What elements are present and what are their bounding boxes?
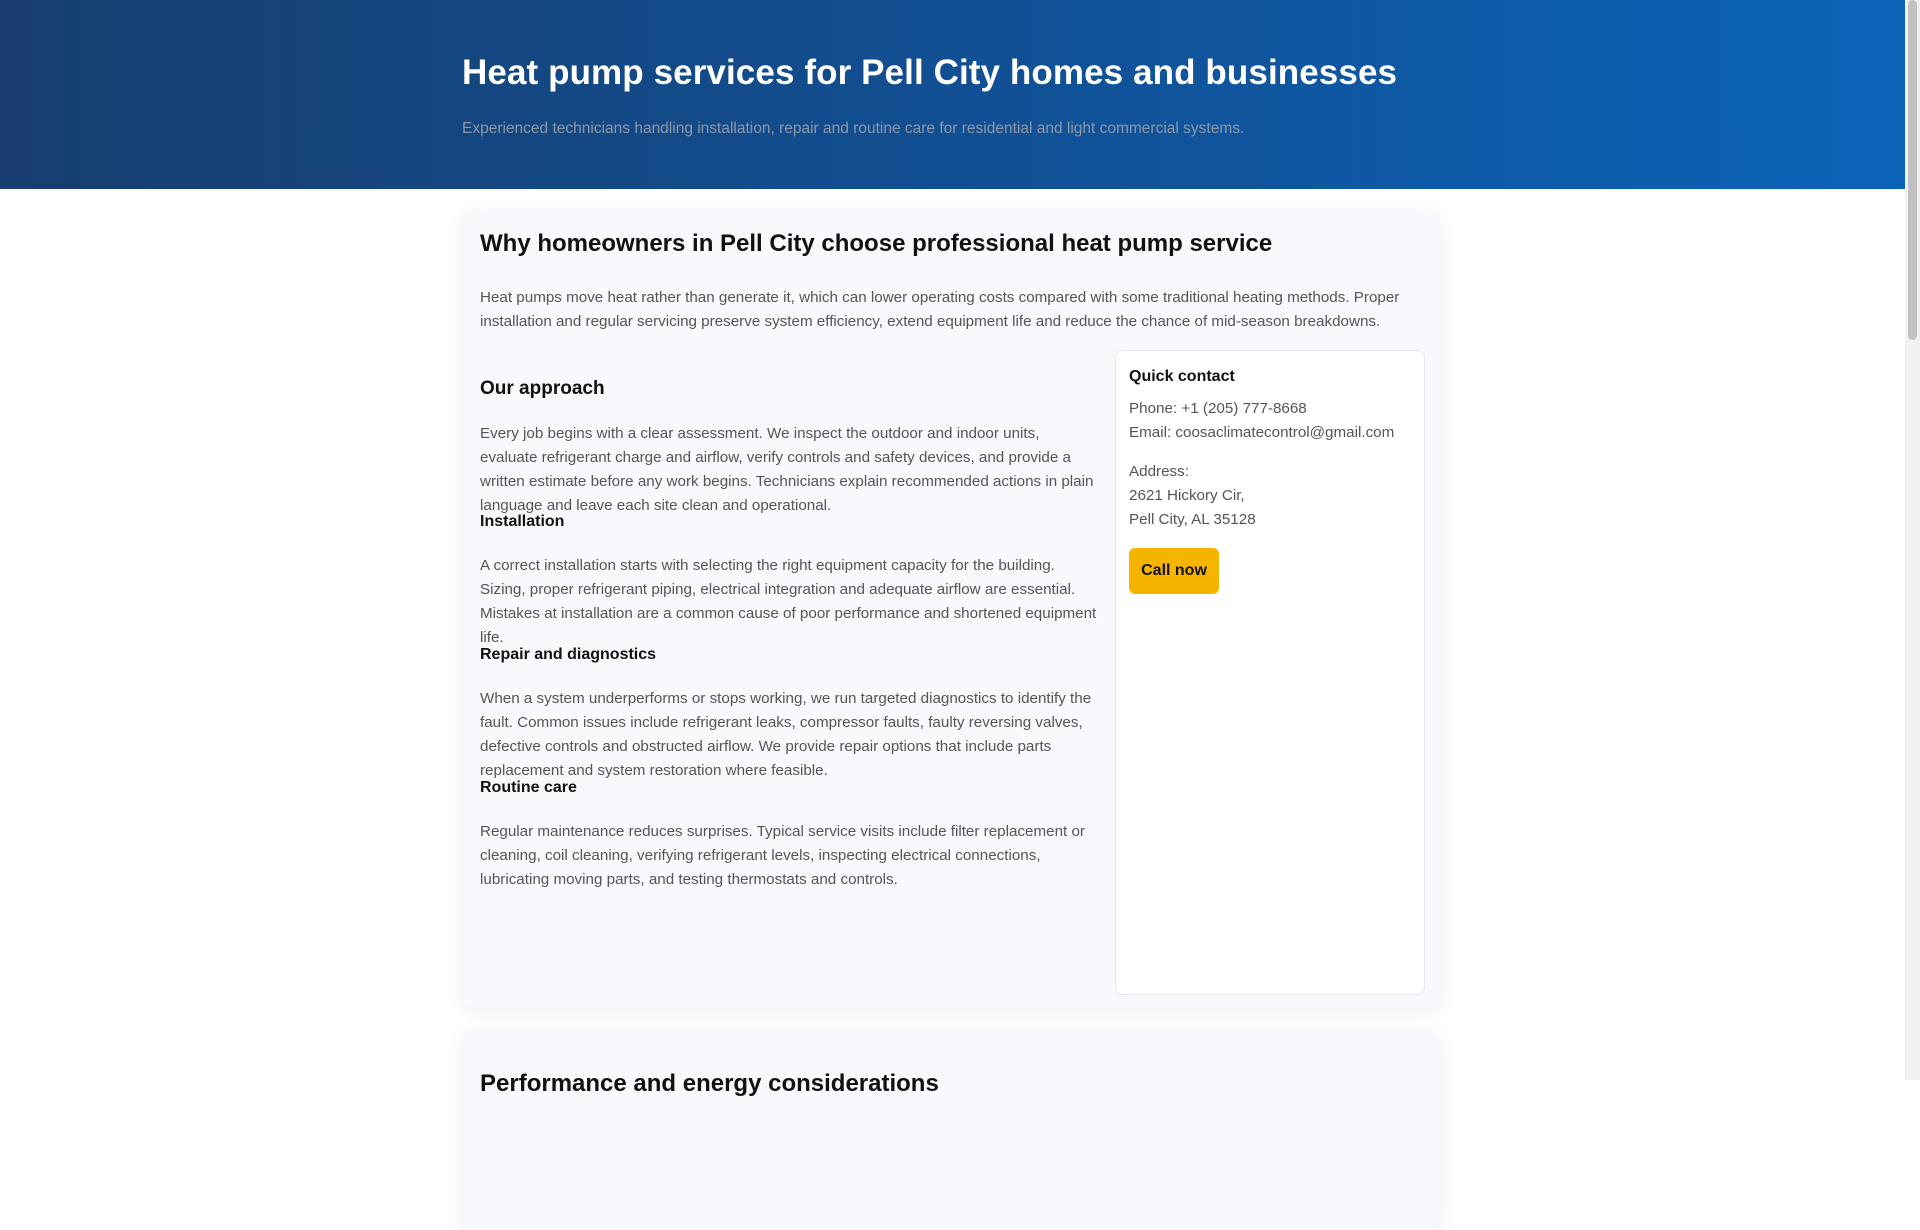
vertical-scrollbar[interactable] bbox=[1905, 0, 1920, 1080]
approach-paragraph: Every job begins with a clear assessment. We inspect the outdoor and indoor units, evaluate refrigerant charge and airflow, verify controls and safety devices, and provide a written estimate before any work begins. Technicians explain recommended actions in plain language and leave each site clean and operational. bbox=[480, 425, 1094, 514]
routine-paragraph: Regular maintenance reduces surprises. Typical service visits include filter replacement or cleaning, coil cleaning, verifying refrigerant levels, inspecting electrical connections, lubricating moving parts, and testing thermostats and controls. bbox=[480, 823, 1085, 888]
intro-paragraph: Heat pumps move heat rather than generate it, which can lower operating costs compared with some traditional heating methods. Proper installation and regular servicing preserve system efficiency, extend equipment life and reduce the chance of mid-season breakdowns. bbox=[480, 289, 1400, 330]
address-line-2: Pell City, AL 35128 bbox=[1129, 511, 1256, 528]
repair-heading: Repair and diagnostics bbox=[480, 646, 657, 663]
routine-heading: Routine care bbox=[480, 779, 577, 796]
performance-card bbox=[462, 1030, 1440, 1230]
contact-phone[interactable]: Phone: +1 (205) 777-8668 bbox=[1129, 400, 1307, 417]
repair-paragraph: When a system underperforms or stops working, we run targeted diagnostics to identify the fault. Common issues include refrigerant leaks, compressor faults, faulty reversing valves, defective controls and obstructed airflow. We provide repair options that include parts replacement and system restoration where feasible. bbox=[480, 690, 1092, 779]
quick-contact-title: Quick contact bbox=[1129, 368, 1235, 385]
hero-banner bbox=[0, 0, 1905, 189]
contact-email[interactable]: Email: coosaclimatecontrol@gmail.com bbox=[1129, 424, 1395, 441]
installation-heading: Installation bbox=[480, 513, 565, 530]
quick-contact-panel bbox=[1115, 350, 1425, 995]
scrollbar-thumb[interactable] bbox=[1908, 0, 1917, 340]
address-label: Address: bbox=[1129, 463, 1189, 480]
approach-heading: Our approach bbox=[480, 378, 605, 399]
call-now-button[interactable]: Call now bbox=[1129, 548, 1219, 594]
hero-title: Heat pump services for Pell City homes and businesses bbox=[462, 53, 1398, 92]
installation-paragraph: A correct installation starts with selecting the right equipment capacity for the building. Sizing, proper refrigerant piping, electrical integration and adequate airflow are essential. Mistakes at installation are a common cause of poor performance and shortened equipment life. bbox=[480, 557, 1097, 646]
section-title: Why homeowners in Pell City choose professional heat pump service bbox=[480, 230, 1273, 257]
hero-subtitle: Experienced technicians handling installation, repair and routine care for residential and light commercial systems. bbox=[462, 120, 1245, 137]
performance-section-title: Performance and energy considerations bbox=[480, 1070, 939, 1097]
address-line-1: 2621 Hickory Cir, bbox=[1129, 487, 1245, 504]
info-card bbox=[462, 210, 1440, 1008]
